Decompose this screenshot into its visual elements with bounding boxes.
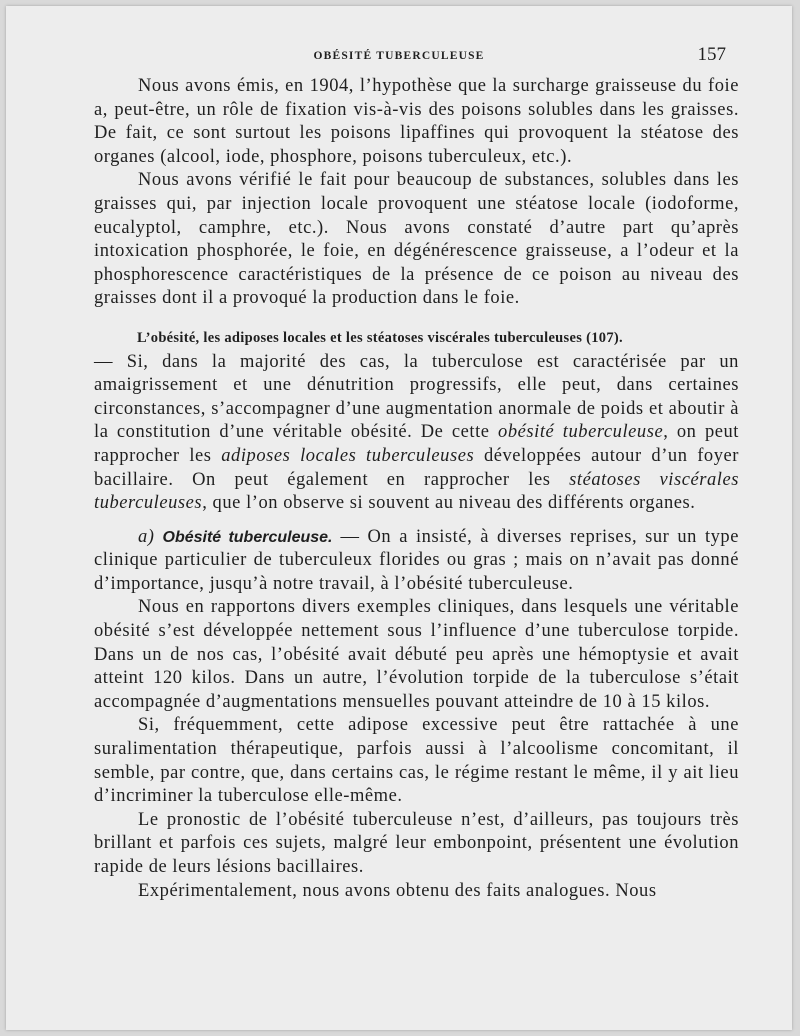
paragraph-3-text-c: développées autour d’un foyer bacillaire. On peut également en rapprocher les [94,445,739,490]
paragraph-3-text-b: , on peut rapprocher les [94,422,739,466]
section-title: L’obésité, les adiposes locales et les stéatoses viscérales tuberculeuses (107). [137,329,623,346]
term-obesite-tuberculeuse: obésité tuberculeuse [498,422,664,443]
paragraph-7: Le pronostic de l’obésité tuberculeuse n’est, d’ailleurs, pas toujours très brillant et parfois ces sujets, malgré leur embonpoint, présentent une évolution rapide de leurs lésions bacillaires. [94,809,739,877]
running-head: OBÉSITÉ TUBERCULEUSE [313,50,485,62]
paragraph-4-text: — On a insisté, à diverses reprises, sur un type clinique particulier de tuberculeux florides ou gras ; mais on n’avait pas donné d’importance, jusqu’à notre travail, à l’obésité tuberculeuse. [94,526,739,594]
subsection-label: a) [138,526,155,547]
paragraph-8: Expérimentalement, nous avons obtenu des faits analogues. Nous [138,880,657,901]
page-body [94,75,739,903]
subsection-title: Obésité tuberculeuse. [162,528,333,546]
page-number: 157 [697,44,726,65]
page-header [6,44,792,68]
term-adiposes-locales: adiposes locales tuberculeuses [221,445,475,466]
paragraph-3-text-a: — Si, dans la majorité des cas, la tuberculose est caractérisée par un amaigrissement et une dénutrition progressifs, elle peut, dans certaines circonstances, s’accompagner d’une augmentation anormale de poids et aboutir à la constitution d’une véritable obésité. De cette [94,351,739,443]
paragraph-5: Nous en rapportons divers exemples cliniques, dans lesquels une véritable obésité s’est développée nettement sous l’influence d’une tuberculose torpide. Dans un de nos cas, l’obésité avait débuté peu après une hémoptysie et avait atteint 120 kilos. Dans un autre, l’évolution torpide de la tuberculose s’était accompagnée d’augmentations mensuelles pouvant atteindre de 10 à 15 kilos. [94,597,739,712]
paragraph-6: Si, fréquemment, cette adipose excessive peut être rattachée à une suralimentation thérapeutique, parfois aussi à l’alcoolisme concomitant, il semble, par contre, que, dans certains cas, le régime restant le même, il y ait lieu d’incriminer la tuberculose elle-même. [94,715,739,807]
paragraph-3-text-d: , que l’on observe si souvent au niveau des différents organes. [202,493,696,514]
paragraph-1: Nous avons émis, en 1904, l’hypothèse que la surcharge graisseuse du foie a, peut-être, un rôle de fixation vis-à-vis des poisons solubles dans les graisses. De fait, ce sont surtout les poisons lipaffines qui provoquent la stéatose des organes (alcool, iode, phosphore, poisons tuberculeux, etc.). [94,76,739,167]
term-steatoses-viscerales: stéatoses viscérales tuberculeuses [94,469,739,514]
paragraph-4 [94,526,739,597]
paragraph-2: Nous avons vérifié le fait pour beaucoup de substances, solubles dans les graisses qui, par injection locale provoquent une stéatose locale (iodoforme, eucalyptol, camphre, etc.). Nous avons constaté d’autre part qu’après intoxication phosphorée, le foie, en dégénérescence graisseuse, a l’odeur et la phosphorescence caractéristiques de la présence de ce poison au niveau des graisses dont il a provoqué la production dans le foie. [94,170,739,309]
paragraph-3 [94,327,739,516]
book-page [6,6,792,1030]
